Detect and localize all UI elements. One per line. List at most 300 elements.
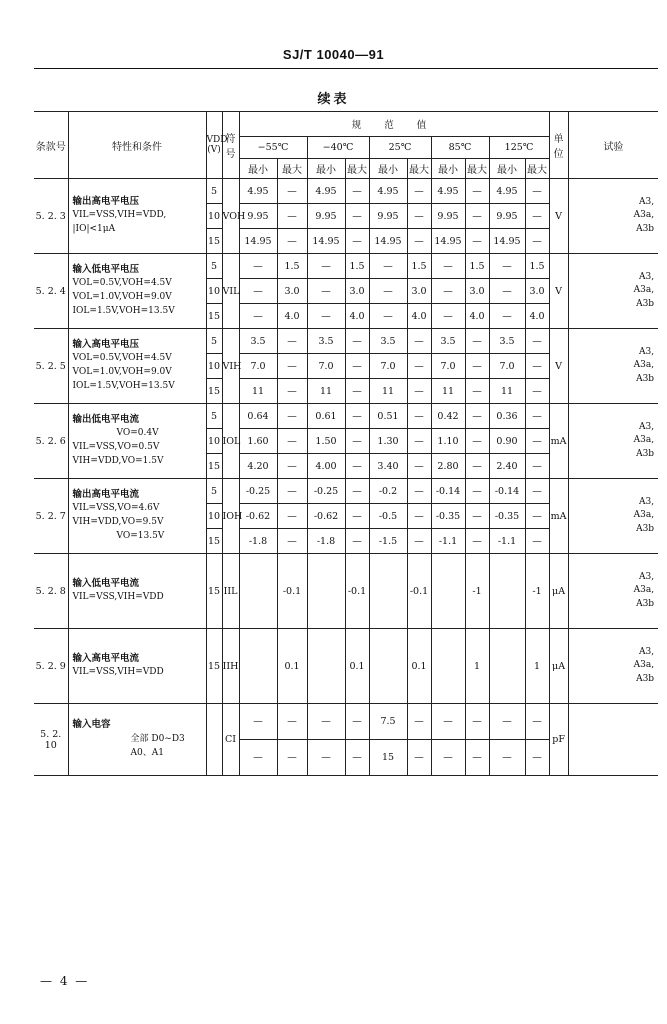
test-cell — [568, 704, 658, 776]
condition-line: VIL=VSS,VIH=VDD, — [72, 210, 167, 221]
spec-value — [431, 629, 465, 704]
spec-value: 1.5 — [407, 254, 431, 279]
max-header: 最大 — [465, 159, 489, 179]
spec-value: — — [525, 204, 549, 229]
clause-number: 5. 2. 6 — [34, 404, 68, 479]
spec-value: — — [525, 404, 549, 429]
spec-value — [489, 554, 525, 629]
col-test: 试验 — [568, 112, 658, 179]
spec-value: 0.51 — [369, 404, 407, 429]
condition-line: VIL=VSS,VIH=VDD — [72, 667, 164, 678]
spec-value — [307, 554, 345, 629]
spec-value: — — [369, 304, 407, 329]
spec-value: -1.8 — [239, 529, 277, 554]
spec-value: — — [277, 454, 307, 479]
spec-value: — — [431, 304, 465, 329]
spec-value: 4.95 — [369, 179, 407, 204]
condition-line: VO=0.4V — [116, 428, 159, 439]
standard-code: SJ/T 10040—91 — [282, 47, 385, 62]
spec-value: 3.40 — [369, 454, 407, 479]
spec-value: — — [407, 740, 431, 776]
vdd-value: 5 — [206, 329, 222, 354]
symbol: IOH — [222, 479, 239, 554]
test-code: A3b — [636, 673, 655, 684]
spec-value: 3.0 — [465, 279, 489, 304]
spec-value — [307, 629, 345, 704]
max-header: 最大 — [525, 159, 549, 179]
spec-value — [431, 554, 465, 629]
test-code: A3b — [636, 598, 655, 609]
condition-line: A0、A1 — [130, 747, 164, 758]
spec-value: -1 — [525, 554, 549, 629]
vdd-value: 10 — [206, 279, 222, 304]
test-cell — [568, 554, 658, 629]
condition-line: VOL=0.5V,VOH=4.5V — [72, 353, 172, 364]
vdd-value: 5 — [206, 479, 222, 504]
condition-cell — [68, 329, 206, 404]
spec-value: — — [525, 529, 549, 554]
characteristic-title: 输入高电平电流 — [72, 652, 140, 664]
spec-value: 0.61 — [307, 404, 345, 429]
spec-value: — — [277, 329, 307, 354]
spec-value: — — [239, 740, 277, 776]
spec-value — [369, 554, 407, 629]
spec-value: — — [277, 740, 307, 776]
spec-value — [489, 629, 525, 704]
temp-header: −55℃ — [239, 137, 307, 159]
temp-header: 25℃ — [369, 137, 431, 159]
min-header: 最小 — [369, 159, 407, 179]
test-cell — [568, 329, 658, 404]
spec-value: 14.95 — [239, 229, 277, 254]
min-header: 最小 — [307, 159, 345, 179]
condition-cell — [68, 554, 206, 629]
spec-value: 9.95 — [369, 204, 407, 229]
spec-value: -0.35 — [431, 504, 465, 529]
spec-value: 4.0 — [407, 304, 431, 329]
spec-value: — — [407, 204, 431, 229]
spec-value: 7.0 — [489, 354, 525, 379]
spec-value: — — [277, 429, 307, 454]
test-cell — [568, 479, 658, 554]
spec-value: — — [345, 404, 369, 429]
unit: V — [549, 254, 568, 329]
unit: μA — [549, 629, 568, 704]
spec-value: 4.95 — [307, 179, 345, 204]
spec-value: — — [525, 740, 549, 776]
spec-value: -0.1 — [407, 554, 431, 629]
condition-line: VOL=1.0V,VOH=9.0V — [72, 292, 172, 303]
clause-number: 5. 2. 3 — [34, 179, 68, 254]
spec-value: — — [345, 379, 369, 404]
spec-value: — — [489, 254, 525, 279]
spec-value: — — [465, 204, 489, 229]
col-symbol: 符号 — [222, 112, 239, 179]
unit: μA — [549, 554, 568, 629]
spec-value: — — [465, 404, 489, 429]
characteristic-title: 输出低电平电流 — [72, 413, 140, 425]
page-number: — 4 — — [40, 974, 90, 988]
spec-row — [34, 404, 658, 429]
spec-value: — — [345, 504, 369, 529]
spec-value: 3.0 — [277, 279, 307, 304]
spec-value: 4.95 — [431, 179, 465, 204]
spec-value: 11 — [489, 379, 525, 404]
continuation-title: 续表 — [317, 92, 350, 107]
spec-value: — — [277, 704, 307, 740]
spec-row — [34, 479, 658, 504]
spec-value: — — [431, 704, 465, 740]
spec-value: — — [407, 179, 431, 204]
test-code: A3b — [636, 448, 655, 459]
spec-value: — — [407, 704, 431, 740]
spec-value: — — [525, 329, 549, 354]
condition-line: VIH=VDD,VO=9.5V — [72, 517, 164, 528]
test-code: A3, — [638, 496, 655, 507]
spec-value: 2.80 — [431, 454, 465, 479]
spec-value: — — [407, 429, 431, 454]
clause-number: 5. 2. 10 — [34, 704, 68, 776]
spec-value: 14.95 — [369, 229, 407, 254]
spec-value: -0.35 — [489, 504, 525, 529]
spec-value: — — [345, 229, 369, 254]
spec-value: — — [307, 704, 345, 740]
spec-value: 4.0 — [345, 304, 369, 329]
spec-value: 1.5 — [277, 254, 307, 279]
unit: mA — [549, 479, 568, 554]
spec-value: 14.95 — [489, 229, 525, 254]
spec-value: -0.5 — [369, 504, 407, 529]
spec-value: — — [465, 704, 489, 740]
vdd-value: 15 — [206, 554, 222, 629]
spec-value: — — [345, 740, 369, 776]
spec-value: 7.0 — [369, 354, 407, 379]
condition-line: VIL=VSS,VO=4.6V — [72, 503, 160, 514]
spec-value: 0.1 — [345, 629, 369, 704]
vdd-value: 10 — [206, 204, 222, 229]
min-header: 最小 — [239, 159, 277, 179]
spec-value: -1.1 — [489, 529, 525, 554]
spec-value: 1.5 — [525, 254, 549, 279]
vdd-value: 15 — [206, 229, 222, 254]
condition-cell — [68, 254, 206, 329]
condition-cell — [68, 179, 206, 254]
condition-line: VO=13.5V — [116, 531, 165, 542]
spec-value: 1.30 — [369, 429, 407, 454]
test-code: A3a, — [633, 510, 655, 521]
characteristic-title: 输出高电平电压 — [72, 195, 140, 207]
spec-value: 1.50 — [307, 429, 345, 454]
spec-value: 15 — [369, 740, 407, 776]
spec-value: 4.00 — [307, 454, 345, 479]
test-code: A3b — [636, 298, 655, 309]
spec-value: — — [369, 279, 407, 304]
spec-value: 3.5 — [369, 329, 407, 354]
spec-value: — — [525, 454, 549, 479]
vdd-value: 10 — [206, 354, 222, 379]
spec-value: 4.0 — [525, 304, 549, 329]
symbol: CI — [222, 704, 239, 776]
spec-value: — — [369, 254, 407, 279]
test-code: A3a, — [633, 585, 655, 596]
clause-number: 5. 2. 9 — [34, 629, 68, 704]
spec-value: — — [345, 454, 369, 479]
spec-value: — — [239, 304, 277, 329]
spec-value — [239, 629, 277, 704]
spec-value: 11 — [369, 379, 407, 404]
spec-value: — — [239, 279, 277, 304]
spec-value: — — [239, 254, 277, 279]
spec-table — [34, 111, 658, 776]
vdd-value: 15 — [206, 379, 222, 404]
spec-value: 14.95 — [431, 229, 465, 254]
spec-value: — — [345, 529, 369, 554]
max-header: 最大 — [407, 159, 431, 179]
spec-value — [239, 554, 277, 629]
spec-row — [34, 254, 658, 279]
vdd-value: 10 — [206, 504, 222, 529]
spec-value: — — [525, 229, 549, 254]
temp-header: −40℃ — [307, 137, 369, 159]
spec-value: — — [307, 279, 345, 304]
header-rule — [34, 68, 658, 69]
spec-value: -0.25 — [239, 479, 277, 504]
spec-value: — — [465, 229, 489, 254]
spec-value: 1.60 — [239, 429, 277, 454]
spec-value: — — [525, 429, 549, 454]
spec-value: 4.0 — [277, 304, 307, 329]
col-vdd: VDD (V) — [206, 112, 222, 179]
spec-value: — — [465, 329, 489, 354]
test-code: A3, — [638, 646, 655, 657]
vdd-value: 5 — [206, 254, 222, 279]
spec-value: — — [345, 479, 369, 504]
condition-line: IOL=1.5V,VOH=13.5V — [72, 381, 175, 392]
test-code: A3a, — [633, 360, 655, 371]
characteristic-title: 输入高电平电压 — [72, 338, 140, 350]
spec-value — [369, 629, 407, 704]
spec-value: — — [465, 479, 489, 504]
unit: mA — [549, 404, 568, 479]
test-code: A3, — [638, 346, 655, 357]
test-cell — [568, 404, 658, 479]
spec-value: — — [431, 254, 465, 279]
spec-value: — — [277, 379, 307, 404]
spec-value: — — [489, 279, 525, 304]
spec-value: 7.0 — [239, 354, 277, 379]
spec-value: — — [525, 479, 549, 504]
spec-value: 11 — [307, 379, 345, 404]
test-code: A3a, — [633, 435, 655, 446]
condition-cell — [68, 704, 206, 776]
spec-value: — — [407, 329, 431, 354]
characteristic-title: 输入低电平电流 — [72, 577, 140, 589]
test-code: A3, — [638, 571, 655, 582]
spec-value: 0.42 — [431, 404, 465, 429]
spec-value: 3.0 — [407, 279, 431, 304]
spec-value: — — [407, 404, 431, 429]
spec-value: 3.5 — [307, 329, 345, 354]
condition-line: VOL=0.5V,VOH=4.5V — [72, 278, 172, 289]
condition-line: |IO|<1μA — [72, 224, 116, 235]
condition-cell — [68, 629, 206, 704]
spec-value: -0.1 — [345, 554, 369, 629]
characteristic-title: 输入低电平电压 — [72, 263, 140, 275]
unit: V — [549, 179, 568, 254]
test-cell — [568, 629, 658, 704]
vdd-value: 10 — [206, 429, 222, 454]
spec-value: — — [525, 504, 549, 529]
vdd-value: 15 — [206, 629, 222, 704]
col-characteristic: 特性和条件 — [68, 112, 206, 179]
symbol: VOH — [222, 179, 239, 254]
symbol: IOL — [222, 404, 239, 479]
spec-value: — — [345, 704, 369, 740]
spec-value: — — [465, 429, 489, 454]
spec-row — [34, 329, 658, 354]
min-header: 最小 — [489, 159, 525, 179]
spec-value: -1.8 — [307, 529, 345, 554]
spec-value: 0.1 — [277, 629, 307, 704]
spec-value: 3.5 — [489, 329, 525, 354]
spec-value: — — [277, 204, 307, 229]
test-code: A3b — [636, 523, 655, 534]
spec-value: 1 — [525, 629, 549, 704]
spec-value: — — [407, 504, 431, 529]
spec-value: — — [277, 354, 307, 379]
condition-line: VIL=VSS,VO=0.5V — [72, 442, 160, 453]
spec-value: — — [525, 179, 549, 204]
condition-line: VOL=1.0V,VOH=9.0V — [72, 367, 172, 378]
spec-value: 9.95 — [431, 204, 465, 229]
spec-value: 9.95 — [239, 204, 277, 229]
vdd-value: 15 — [206, 304, 222, 329]
spec-value: -0.25 — [307, 479, 345, 504]
condition-cell — [68, 404, 206, 479]
spec-value: -0.62 — [239, 504, 277, 529]
spec-value: 2.40 — [489, 454, 525, 479]
spec-value: — — [465, 179, 489, 204]
spec-value: — — [465, 529, 489, 554]
spec-value: 9.95 — [489, 204, 525, 229]
symbol: VIL — [222, 254, 239, 329]
spec-value: — — [407, 229, 431, 254]
spec-value: 3.0 — [525, 279, 549, 304]
col-spec-range: 规 范 值 — [239, 112, 549, 137]
clause-number: 5. 2. 5 — [34, 329, 68, 404]
spec-row — [34, 554, 658, 629]
unit: V — [549, 329, 568, 404]
test-code: A3, — [638, 196, 655, 207]
spec-value: — — [407, 529, 431, 554]
spec-value: — — [489, 740, 525, 776]
temp-header: 85℃ — [431, 137, 489, 159]
spec-value: -0.14 — [489, 479, 525, 504]
spec-value: — — [465, 740, 489, 776]
temp-header: 125℃ — [489, 137, 549, 159]
spec-value: -0.2 — [369, 479, 407, 504]
spec-value: — — [307, 304, 345, 329]
vdd-value: 5 — [206, 404, 222, 429]
test-cell — [568, 254, 658, 329]
vdd-value: 15 — [206, 529, 222, 554]
spec-value: — — [525, 704, 549, 740]
spec-value: 7.5 — [369, 704, 407, 740]
test-code: A3b — [636, 223, 655, 234]
spec-value: — — [277, 529, 307, 554]
spec-row — [34, 179, 658, 204]
spec-value: -0.62 — [307, 504, 345, 529]
spec-value: 7.0 — [307, 354, 345, 379]
spec-value: — — [465, 504, 489, 529]
spec-value: — — [489, 304, 525, 329]
symbol: VIH — [222, 329, 239, 404]
spec-value: 3.5 — [431, 329, 465, 354]
spec-value: — — [345, 429, 369, 454]
spec-value: — — [431, 740, 465, 776]
spec-value: — — [345, 179, 369, 204]
spec-value: -0.14 — [431, 479, 465, 504]
condition-line: VIL=VSS,VIH=VDD — [72, 592, 164, 603]
spec-value: -0.1 — [277, 554, 307, 629]
max-header: 最大 — [277, 159, 307, 179]
spec-value: — — [345, 329, 369, 354]
spec-value: 4.95 — [239, 179, 277, 204]
vdd-value: 15 — [206, 454, 222, 479]
spec-value: — — [407, 379, 431, 404]
test-code: A3, — [638, 271, 655, 282]
test-code: A3a, — [633, 210, 655, 221]
spec-value: 4.95 — [489, 179, 525, 204]
spec-value: — — [307, 254, 345, 279]
spec-value: 0.1 — [407, 629, 431, 704]
test-code: A3a, — [633, 660, 655, 671]
spec-value: 4.20 — [239, 454, 277, 479]
spec-value: — — [431, 279, 465, 304]
spec-value: 1 — [465, 629, 489, 704]
spec-value: 11 — [431, 379, 465, 404]
spec-value: — — [277, 229, 307, 254]
clause-number: 5. 2. 8 — [34, 554, 68, 629]
spec-value: — — [307, 740, 345, 776]
spec-value: 3.0 — [345, 279, 369, 304]
test-cell — [568, 179, 658, 254]
spec-value: 4.0 — [465, 304, 489, 329]
spec-value: -1.1 — [431, 529, 465, 554]
spec-row — [34, 704, 658, 740]
spec-body — [34, 179, 658, 776]
spec-value: — — [345, 354, 369, 379]
vdd-value — [206, 704, 222, 776]
characteristic-title: 输入电容 — [72, 719, 111, 731]
spec-value: — — [525, 354, 549, 379]
spec-value: — — [277, 179, 307, 204]
col-clause: 条款号 — [34, 112, 68, 179]
spec-value: — — [525, 379, 549, 404]
test-code: A3, — [638, 421, 655, 432]
spec-value: — — [465, 354, 489, 379]
spec-value: — — [407, 454, 431, 479]
spec-value: — — [465, 454, 489, 479]
spec-value: -1.5 — [369, 529, 407, 554]
spec-value: — — [277, 504, 307, 529]
condition-line: IOL=1.5V,VOH=13.5V — [72, 306, 175, 317]
spec-value: 1.5 — [345, 254, 369, 279]
spec-value: — — [489, 704, 525, 740]
spec-value: — — [277, 479, 307, 504]
unit: pF — [549, 704, 568, 776]
max-header: 最大 — [345, 159, 369, 179]
